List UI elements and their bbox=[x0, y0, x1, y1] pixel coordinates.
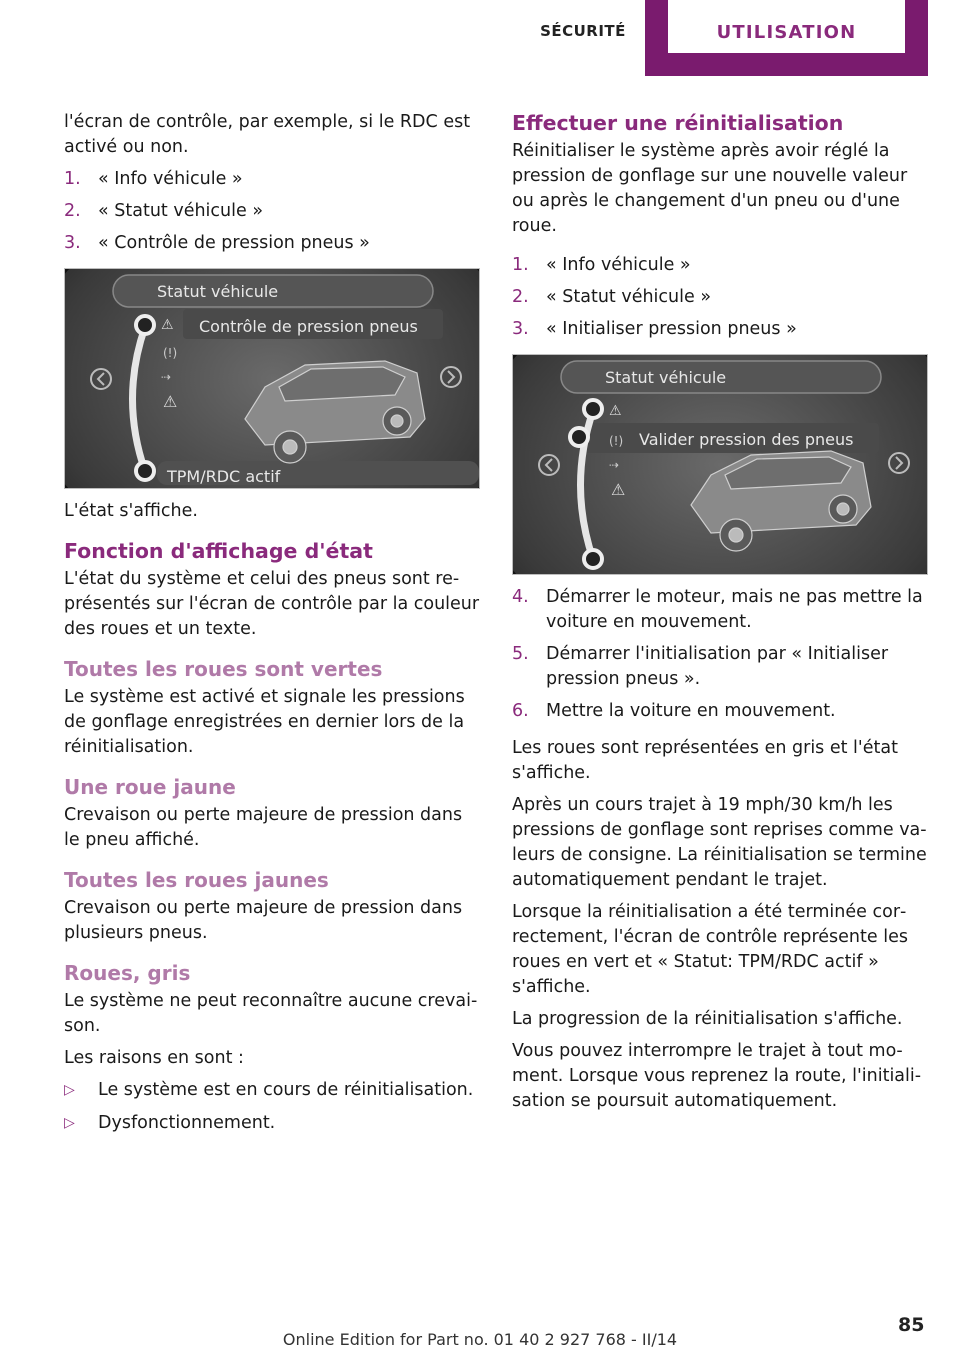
step-number: 3. bbox=[64, 233, 81, 253]
right-column bbox=[512, 110, 928, 1121]
step-text: « Initialiser pression pneus » bbox=[546, 319, 797, 339]
paragraph: La progression de la réinitialisation s'affiche. bbox=[512, 1009, 903, 1029]
list-item bbox=[512, 699, 928, 724]
svg-text:(!): (!) bbox=[609, 434, 624, 448]
section-heading-reset: Effectuer une réinitialisation bbox=[512, 111, 844, 135]
left-column bbox=[64, 110, 480, 1144]
svg-text:⚠: ⚠ bbox=[163, 392, 178, 411]
screen-menu-top: Statut véhicule bbox=[605, 368, 727, 387]
header-tab: UTILISATION bbox=[668, 0, 905, 53]
list-item bbox=[512, 585, 928, 635]
screen-menu-selected: Valider pression des pneus bbox=[639, 430, 854, 449]
step-text: Démarrer le moteur, mais ne pas mettre la voiture en mouvement. bbox=[546, 587, 923, 632]
svg-text:⚠: ⚠ bbox=[609, 403, 622, 419]
reason-text: Dysfonctionnement. bbox=[98, 1113, 276, 1133]
step-text: « Contrôle de pression pneus » bbox=[98, 233, 370, 253]
page-number: 85 bbox=[898, 1314, 925, 1336]
heading-text: L'état du système et celui des pneus sont représentés sur l'écran de contrôle par la couleur des roues et un texte. bbox=[64, 569, 480, 639]
list-item bbox=[512, 285, 928, 310]
right-steps bbox=[512, 253, 928, 342]
list-item bbox=[64, 167, 480, 192]
header-section: SÉCURITÉ bbox=[540, 22, 626, 40]
subheading-all-yellow-text: Crevaison ou perte majeure de pression dans plusieurs pneus. bbox=[64, 898, 463, 943]
subheading-one-yellow-text: Crevaison ou perte majeure de pression dans le pneu affiché. bbox=[64, 805, 463, 850]
step-number: 5. bbox=[512, 644, 529, 664]
subheading-grey-text: Le système ne peut reconnaître aucune crevaison. bbox=[64, 991, 478, 1036]
control-display-screenshot-reset bbox=[512, 354, 928, 575]
reasons-list bbox=[64, 1078, 480, 1136]
list-item bbox=[512, 253, 928, 278]
step-number: 2. bbox=[512, 287, 529, 307]
step-text: « Info véhicule » bbox=[98, 169, 243, 189]
subheading-grey: Roues, gris bbox=[64, 961, 191, 985]
subheading-one-yellow: Une roue jaune bbox=[64, 775, 236, 799]
reasons-intro: Les raisons en sont : bbox=[64, 1048, 244, 1068]
footer-edition: Online Edition for Part no. 01 40 2 927 768 - II/14 bbox=[282, 1330, 678, 1349]
right-steps-continued bbox=[512, 585, 928, 724]
bullet-triangle-icon: ▷ bbox=[64, 1082, 75, 1098]
svg-text:⚠: ⚠ bbox=[161, 317, 174, 333]
step-text: « Statut véhicule » bbox=[98, 201, 264, 221]
step-number: 3. bbox=[512, 319, 529, 339]
step-text: « Info véhicule » bbox=[546, 255, 691, 275]
screen-menu-top: Statut véhicule bbox=[157, 282, 279, 301]
step-number: 4. bbox=[512, 587, 529, 607]
step-text: Mettre la voiture en mouvement. bbox=[546, 701, 836, 721]
svg-text:⇢: ⇢ bbox=[609, 458, 620, 472]
paragraph: Lorsque la réinitialisation a été terminée correctement, l'écran de contrôle représente les roues en vert et « Statut: TPM/RDC actif » s'affiche. bbox=[512, 902, 908, 997]
subheading-green-text: Le système est activé et signale les pressions de gonflage enregistrées en dernier lors de la réinitialisation. bbox=[64, 687, 465, 757]
reason-text: Le système est en cours de réinitialisation. bbox=[98, 1080, 474, 1100]
list-item bbox=[64, 199, 480, 224]
svg-text:⇢: ⇢ bbox=[161, 370, 172, 384]
step-text: « Statut véhicule » bbox=[546, 287, 712, 307]
list-item bbox=[64, 231, 480, 256]
list-item bbox=[512, 317, 928, 342]
screen-menu-selected: Contrôle de pression pneus bbox=[199, 317, 418, 336]
step-number: 2. bbox=[64, 201, 81, 221]
step-number: 1. bbox=[64, 169, 81, 189]
step-number: 6. bbox=[512, 701, 529, 721]
subheading-green: Toutes les roues sont vertes bbox=[64, 657, 383, 681]
svg-text:(!): (!) bbox=[163, 346, 178, 360]
svg-text:⚠: ⚠ bbox=[611, 480, 626, 499]
after-screen-text: L'état s'affiche. bbox=[64, 501, 198, 521]
list-item bbox=[64, 1078, 480, 1103]
screen-status: TPM/RDC actif bbox=[167, 467, 281, 486]
list-item bbox=[512, 642, 928, 692]
left-steps bbox=[64, 167, 480, 256]
subheading-all-yellow: Toutes les roues jaunes bbox=[64, 868, 329, 892]
step-text: Démarrer l'initialisation par « Initialiser pression pneus ». bbox=[546, 644, 889, 689]
section-heading: Fonction d'affichage d'état bbox=[64, 539, 373, 563]
bullet-triangle-icon: ▷ bbox=[64, 1115, 75, 1131]
reset-intro: Réinitialiser le système après avoir réglé la pression de gonflage sur une nouvelle valeur ou après le changement d'un pneu ou d'une roue. bbox=[512, 141, 908, 236]
paragraph: Après un cours trajet à 19 mph/30 km/h les pressions de gonflage sont reprises comme valeurs de consigne. La réinitialisation se termine automatiquement pendant le trajet. bbox=[512, 795, 927, 890]
list-item bbox=[64, 1111, 480, 1136]
step-number: 1. bbox=[512, 255, 529, 275]
paragraph: Les roues sont représentées en gris et l'état s'affiche. bbox=[512, 738, 898, 783]
control-display-screenshot bbox=[64, 268, 480, 489]
intro-paragraph: l'écran de contrôle, par exemple, si le RDC est activé ou non. bbox=[64, 112, 471, 157]
paragraph: Vous pouvez interrompre le trajet à tout moment. Lorsque vous reprenez la route, l'initialisation se poursuit automatiquement. bbox=[512, 1041, 922, 1111]
